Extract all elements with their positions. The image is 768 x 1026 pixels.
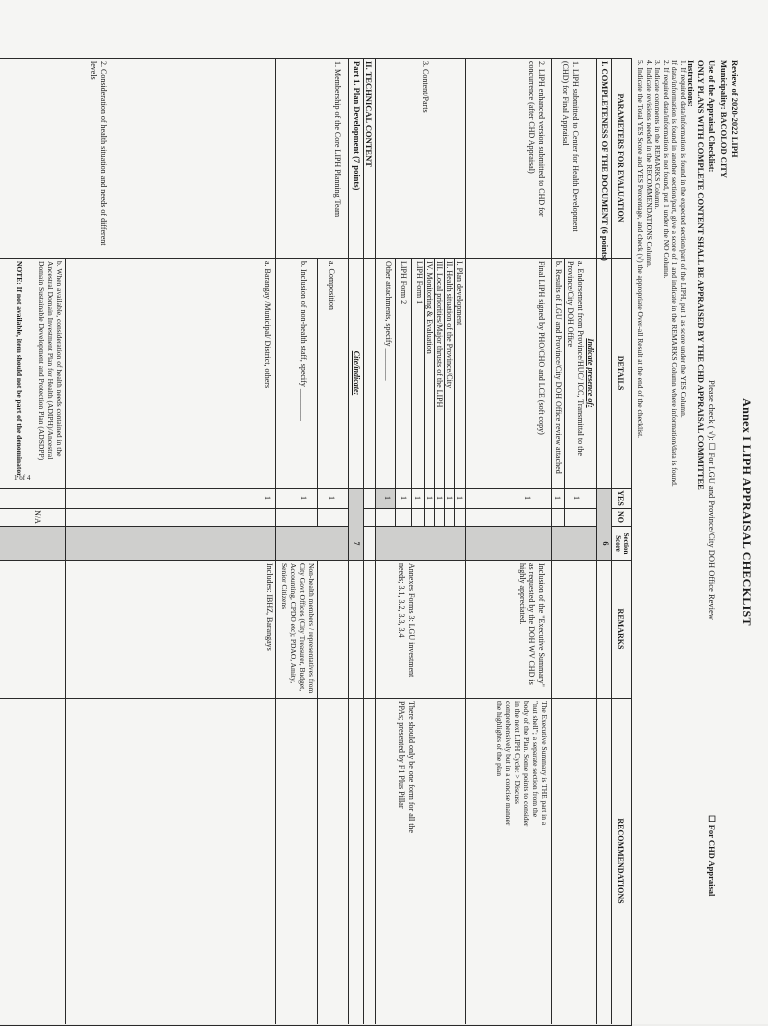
item-1-lipH-submitted: 1. LIPH submitted to Center for Health Development (CHD) for Final Appraisal: [561, 61, 580, 232]
yes-mark-ii-2a: 1: [263, 496, 272, 500]
score-shade: [466, 527, 551, 560]
section-1-title: I. COMPLETENESS OF THE DOCUMENT (6 points): [600, 61, 610, 261]
row-line: [564, 258, 565, 560]
yes-mark-1a: 1: [572, 496, 581, 500]
annex-title: Annex I LIPH APPRAISAL CHECKLIST: [740, 398, 754, 626]
barangay-remark: Includes: IBHZ, Barangays: [265, 563, 274, 651]
row-line: [596, 58, 597, 1024]
instructions-label: Instructions:: [686, 60, 696, 107]
instruction-2: 2. If required data/information is not found, put 1 under the NO Column.: [661, 60, 671, 279]
item-2-enhanced-version: 2. LIPH enhanced version submitted to CHD for concurrence (after CHD Appraisal): [527, 61, 546, 217]
barangay-municipal-district: a. Barangay /Municipal/ District, others: [263, 261, 272, 389]
instruction-1b: If data/information is found in another section/part, give a score of 1 and indicate in the REMARKS Column where information/data is found.: [670, 60, 680, 487]
yes-mark-3-1: 1: [455, 496, 464, 500]
no-mark-na: N/A: [33, 510, 42, 524]
row-line: [424, 258, 425, 560]
score-shade: [0, 527, 348, 560]
score-shade: [376, 527, 465, 560]
yes-mark-1b: 1: [553, 496, 562, 500]
row-line: [395, 258, 396, 560]
instruction-4: 4. Indicate revisions needed in the RECOMMENDATIONS Column.: [644, 60, 654, 268]
row-line: [434, 258, 435, 560]
instruction-1: 1. If required data/information is found in the expected section/part of the LIPH, put 1 as score under the YES Column.: [679, 60, 688, 418]
part-local-priorities: III. Local priorities/Major thrusts of the LIPH: [435, 261, 444, 408]
row-line: [411, 258, 412, 560]
item-1b-results: b. Results of LGU and Province/City DOH Office review attached: [554, 261, 563, 474]
row-line: [65, 258, 66, 1024]
non-health-remark: Non-health members / representatives from City Govt Offices (City Treasurer, Budget, Accounting, CPDO etc); PDAO, Amity, Senior Citizens: [280, 563, 316, 694]
row-line: [275, 58, 276, 1024]
row-line: [375, 58, 376, 1024]
yes-mark-ii-1b: 1: [299, 496, 308, 500]
part-monitoring-evaluation: IV. Monitoring & Evaluation: [425, 261, 434, 354]
col-divider: [0, 698, 632, 699]
col-header-parameters: PARAMETERS FOR EVALUATION: [616, 93, 625, 223]
col-divider: [0, 488, 632, 489]
yes-mark-2: 1: [523, 496, 532, 500]
row-line: [348, 58, 349, 1024]
item-2-final-liph-signed: Final LIPH signed by PHO/CHO and LCE (soft copy): [537, 261, 546, 435]
instruction-5: 5. Indicate the Total YES Score and YES Percentage, and check (√) the appropriate Over-all Result at the end of the checklist.: [636, 60, 646, 439]
lgu-review-checkbox-line[interactable]: Please check ( √): ☐ For LGU and Province/City DOH Office Review: [707, 380, 717, 620]
col-divider: [0, 560, 632, 561]
page-number: 1 of 4: [14, 474, 31, 482]
indicate-presence-label: Indicate presence of:: [586, 338, 595, 408]
adiph-consideration: b. When available, consideration of health needs contained in the Ancestral Domain Investment Plan for Health (ADIPH)/Ancestral Domain Sustainable Development and Protection Plan (ADSDPP): [37, 261, 64, 461]
part-1-plan-development: Part 1. Plan Development (7 points): [352, 61, 362, 191]
municipality-label: Municipality: BACOLOD CITY: [719, 60, 729, 179]
part-other-attachments: Other attachments, specify ________: [384, 261, 393, 381]
item-3-remark: Annexes Forms 3: LGU investment needs; 3.1, 3.2, 3.3, 3.4: [397, 563, 416, 678]
membership-core-team: 1. Membership of the Core LIPH Planning Team: [333, 61, 342, 218]
row-line: [454, 258, 455, 560]
row-line: [465, 58, 466, 1024]
adiph-note: NOTE: If not available, item should not be part of the denominator.: [15, 261, 24, 478]
review-label: Review of 2020-2022 LIPH: [730, 60, 740, 158]
col-divider: [0, 258, 632, 259]
yes-mark-ii-1a: 1: [327, 496, 336, 500]
only-plans-notice: ONLY PLANS WITH COMPLETE CONTENT SHALL BE APPRAISED BY THE CHD APPRAISAL COMMITTEE: [696, 60, 706, 490]
part-liph-form-1: LIPH Form 1: [415, 261, 424, 305]
section-2-title: II. TECHNICAL CONTENT: [364, 61, 374, 167]
yes-mark-3-4: 1: [425, 496, 434, 500]
yes-mark-3-5: 1: [413, 496, 422, 500]
col-header-no: NO: [616, 511, 625, 523]
col-header-remarks: REMARKS: [616, 608, 625, 650]
item-3-recommendation: There should only be one form for all the PPAs; presented by F1 Plus Pillar: [397, 701, 416, 833]
instructions-list: [635, 60, 687, 487]
row-line: [317, 258, 318, 1024]
row-line: [551, 58, 552, 1024]
cite-indicate-label: Cite/indicate:: [352, 350, 361, 396]
chd-appraisal-checkbox[interactable]: ☐ For CHD Appraisal: [707, 815, 717, 897]
part-health-situation: II. Health situation of the Province/City: [445, 261, 454, 389]
col-header-yes: YES: [616, 490, 625, 506]
col-header-section-score: Section Score: [614, 532, 630, 555]
item-1a-endorsement: a. Endorsement from Province/HUC/ ICC, Transmittal to the Province/City DOH Office: [566, 261, 585, 456]
instruction-3: 3. Indicate comments in the REMARKS Column.: [653, 60, 663, 210]
item-3-content-parts: 3. Content/Parts: [421, 61, 430, 113]
part-liph-form-2: LIPH Form 2: [399, 261, 408, 305]
yes-mark-3-6: 1: [399, 496, 408, 500]
section-1-score: 6: [601, 541, 610, 546]
item-2-remark: Inclusion of the "Executive Summary" as requested by the DOH WV CHD is highly appreciated.: [518, 563, 546, 687]
col-divider: [0, 508, 632, 509]
section-2-score: 7: [352, 541, 361, 546]
composition: a. Composition: [327, 261, 336, 310]
consideration-health-situation: 2. Consideration of health situation and needs of different levels: [89, 61, 108, 246]
use-of-checklist-label: Use of the Appraisal Checklist:: [707, 60, 717, 173]
row-line: [611, 58, 612, 1024]
col-header-details: DETAILS: [616, 355, 625, 391]
yes-mark-3-7: 1: [383, 496, 392, 500]
yes-mark-3-3: 1: [435, 496, 444, 500]
row-line: [444, 258, 445, 560]
score-shade: [552, 527, 596, 560]
inclusion-non-health-staff: b. Inclusion of non-health staff, specify ________: [299, 261, 308, 421]
item-2-recommendation: The Executive Summary is THE part in a "nut shell"; a separate section from the body of the Plan. Some points to consider in the next LIPH Cycle: > Discuss comprehensively but in a concise manner the highlights of the plan: [495, 701, 549, 827]
yes-mark-3-2: 1: [445, 496, 454, 500]
part-plan-development: I. Plan development: [455, 261, 464, 326]
row-line: [363, 58, 364, 1024]
col-header-recommendations: RECOMMENDATIONS: [616, 818, 625, 904]
